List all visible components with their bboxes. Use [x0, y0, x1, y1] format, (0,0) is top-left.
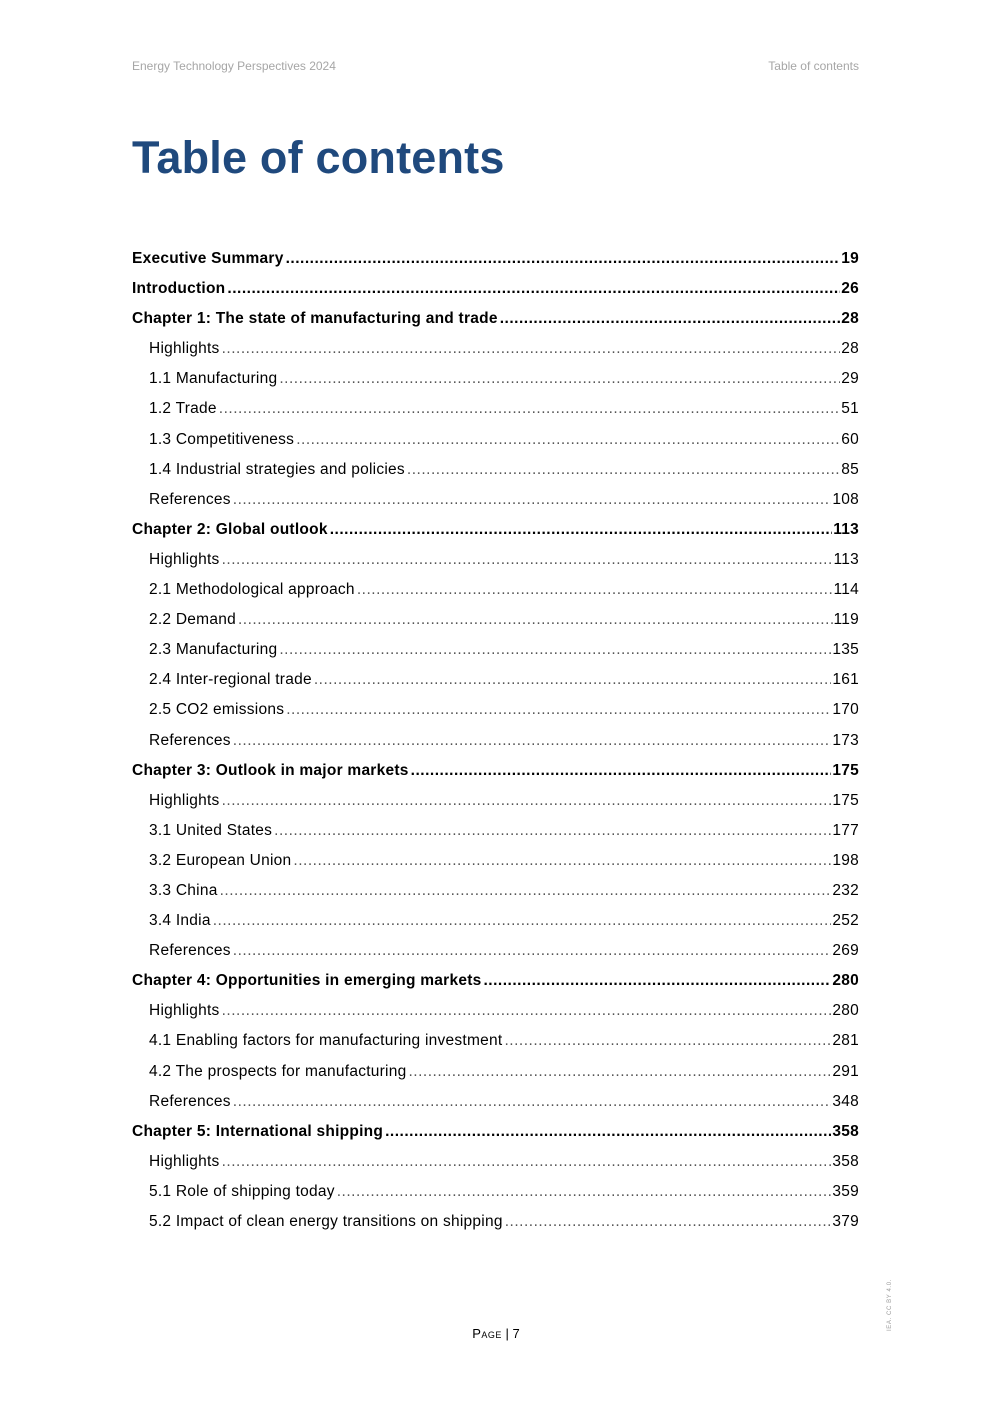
dot-leader [233, 1093, 832, 1111]
toc-section-entry[interactable] [132, 1093, 859, 1123]
running-header [132, 59, 859, 75]
toc-entry-label: References [149, 490, 231, 508]
toc-section-entry[interactable] [132, 822, 859, 852]
toc-entry-page: 26 [841, 280, 859, 298]
toc-entry-label: 2.5 CO2 emissions [149, 701, 285, 719]
toc-entry-page: 60 [841, 430, 859, 448]
license-note: IEA. CC BY 4.0. [887, 1279, 893, 1331]
toc-entry-page: 359 [832, 1182, 859, 1200]
toc-chapter-entry[interactable] [132, 310, 859, 340]
dot-leader [233, 942, 832, 960]
toc-entry-label: 2.2 Demand [149, 611, 236, 629]
toc-section-entry[interactable] [132, 942, 859, 972]
toc-entry-page: 379 [832, 1213, 859, 1230]
dot-leader [286, 250, 841, 268]
toc-entry-page: 161 [832, 671, 859, 689]
dot-leader [222, 792, 832, 810]
toc-entry-label: 2.3 Manufacturing [149, 641, 278, 659]
toc-entry-label: Introduction [132, 280, 226, 298]
toc-section-entry[interactable] [132, 1002, 859, 1032]
toc-entry-label: 1.1 Manufacturing [149, 370, 278, 388]
toc-chapter-entry[interactable] [132, 1123, 859, 1153]
toc-section-entry[interactable] [132, 581, 859, 611]
dot-leader [227, 280, 840, 298]
toc-entry-page: 135 [832, 641, 859, 659]
toc-entry-page: 85 [841, 460, 859, 478]
toc-section-entry[interactable] [132, 1032, 859, 1062]
dot-leader [238, 611, 833, 629]
dot-leader [314, 671, 832, 689]
toc-section-entry[interactable] [132, 431, 859, 461]
toc-entry-page: 113 [833, 550, 859, 568]
toc-entry-page: 19 [841, 250, 859, 267]
dot-leader [337, 1183, 832, 1201]
dot-leader [222, 340, 841, 358]
dot-leader [213, 912, 832, 930]
toc-entry-page: 113 [833, 520, 859, 538]
toc-entry-label: Chapter 4: Opportunities in emerging markets [132, 972, 482, 990]
toc-entry-label: 1.4 Industrial strategies and policies [149, 460, 405, 478]
dot-leader [407, 461, 840, 479]
toc-chapter-entry[interactable] [132, 280, 859, 310]
toc-entry-page: 175 [832, 761, 859, 779]
page-separator: | [501, 1326, 513, 1341]
dot-leader [233, 491, 832, 509]
dot-leader [500, 310, 841, 328]
report-name: Energy Technology Perspectives 2024 [132, 59, 336, 73]
dot-leader [222, 551, 833, 569]
toc-entry-label: Highlights [149, 791, 220, 809]
page-footer [0, 1326, 992, 1341]
toc-section-entry[interactable] [132, 701, 859, 731]
toc-entry-label: Chapter 1: The state of manufacturing and trade [132, 310, 498, 328]
toc-entry-label: Chapter 2: Global outlook [132, 520, 328, 538]
toc-entry-page: 29 [841, 370, 859, 388]
page-word: Page [472, 1326, 502, 1341]
toc-entry-page: 280 [832, 972, 859, 990]
toc-entry-label: 3.1 United States [149, 821, 273, 839]
toc-section-entry[interactable] [132, 611, 859, 641]
dot-leader [274, 822, 831, 840]
toc-entry-label: 1.2 Trade [149, 400, 217, 418]
toc-entry-label: 4.1 Enabling factors for manufacturing investment [149, 1032, 503, 1050]
dot-leader [220, 882, 832, 900]
table-of-contents [132, 250, 859, 1243]
section-name: Table of contents [768, 59, 859, 73]
toc-section-entry[interactable] [132, 671, 859, 701]
toc-entry-page: 281 [832, 1032, 859, 1050]
toc-entry-label: Highlights [149, 1152, 220, 1170]
toc-chapter-entry[interactable] [132, 762, 859, 792]
dot-leader [222, 1153, 832, 1171]
toc-section-entry[interactable] [132, 792, 859, 822]
toc-entry-label: 5.1 Role of shipping today [149, 1182, 335, 1200]
dot-leader [293, 852, 831, 870]
dot-leader [296, 431, 840, 449]
toc-section-entry[interactable] [132, 400, 859, 430]
dot-leader [279, 370, 840, 388]
toc-entry-label: References [149, 942, 231, 960]
toc-section-entry[interactable] [132, 1213, 859, 1243]
toc-chapter-entry[interactable] [132, 250, 859, 280]
toc-entry-page: 108 [832, 490, 859, 508]
toc-entry-page: 177 [832, 821, 859, 839]
toc-entry-label: Highlights [149, 550, 220, 568]
toc-entry-page: 28 [841, 310, 859, 328]
toc-entry-label: 2.1 Methodological approach [149, 581, 355, 599]
dot-leader [504, 1032, 831, 1050]
toc-entry-page: 269 [832, 942, 859, 960]
toc-entry-label: References [149, 731, 231, 749]
dot-leader [357, 581, 833, 599]
dot-leader [408, 1063, 831, 1081]
toc-entry-label: Highlights [149, 340, 220, 358]
toc-section-entry[interactable] [132, 641, 859, 671]
dot-leader [279, 641, 831, 659]
toc-section-entry[interactable] [132, 370, 859, 400]
dot-leader [330, 521, 833, 539]
toc-entry-page: 51 [841, 400, 859, 418]
page-number: 7 [512, 1326, 520, 1341]
toc-entry-label: References [149, 1092, 231, 1110]
page-title: Table of contents [132, 132, 505, 183]
toc-section-entry[interactable] [132, 912, 859, 942]
toc-section-entry[interactable] [132, 491, 859, 521]
toc-entry-label: 2.4 Inter-regional trade [149, 671, 312, 689]
dot-leader [411, 762, 832, 780]
toc-entry-page: 119 [833, 611, 859, 629]
toc-entry-page: 348 [832, 1092, 859, 1110]
toc-entry-page: 358 [832, 1152, 859, 1170]
dot-leader [222, 1002, 832, 1020]
toc-section-entry[interactable] [132, 340, 859, 370]
toc-chapter-entry[interactable] [132, 521, 859, 551]
dot-leader [286, 701, 831, 719]
toc-entry-label: Highlights [149, 1002, 220, 1020]
toc-entry-page: 291 [832, 1062, 859, 1080]
dot-leader [505, 1213, 832, 1231]
toc-entry-page: 280 [832, 1002, 859, 1020]
toc-entry-label: Chapter 3: Outlook in major markets [132, 761, 409, 779]
toc-section-entry[interactable] [132, 461, 859, 491]
toc-entry-page: 28 [841, 340, 859, 358]
toc-entry-label: Executive Summary [132, 250, 284, 267]
toc-entry-label: Chapter 5: International shipping [132, 1122, 384, 1140]
toc-entry-label: 4.2 The prospects for manufacturing [149, 1062, 407, 1080]
toc-section-entry[interactable] [132, 882, 859, 912]
toc-entry-page: 232 [832, 881, 859, 899]
toc-section-entry[interactable] [132, 732, 859, 762]
toc-section-entry[interactable] [132, 1063, 859, 1093]
toc-entry-label: 1.3 Competitiveness [149, 430, 295, 448]
toc-entry-page: 358 [832, 1122, 859, 1140]
toc-entry-page: 114 [833, 581, 859, 599]
toc-entry-label: 5.2 Impact of clean energy transitions on shipping [149, 1213, 503, 1230]
toc-entry-label: 3.2 European Union [149, 851, 292, 869]
toc-entry-page: 173 [832, 731, 859, 749]
toc-entry-page: 175 [832, 791, 859, 809]
dot-leader [483, 972, 831, 990]
dot-leader [385, 1123, 831, 1141]
toc-entry-label: 3.3 China [149, 881, 218, 899]
dot-leader [233, 732, 832, 750]
toc-entry-page: 252 [832, 912, 859, 930]
toc-entry-page: 198 [832, 851, 859, 869]
toc-section-entry[interactable] [132, 1183, 859, 1213]
toc-section-entry[interactable] [132, 551, 859, 581]
toc-entry-label: 3.4 India [149, 912, 211, 930]
toc-section-entry[interactable] [132, 852, 859, 882]
toc-entry-page: 170 [832, 701, 859, 719]
toc-section-entry[interactable] [132, 1153, 859, 1183]
dot-leader [219, 400, 841, 418]
toc-chapter-entry[interactable] [132, 972, 859, 1002]
